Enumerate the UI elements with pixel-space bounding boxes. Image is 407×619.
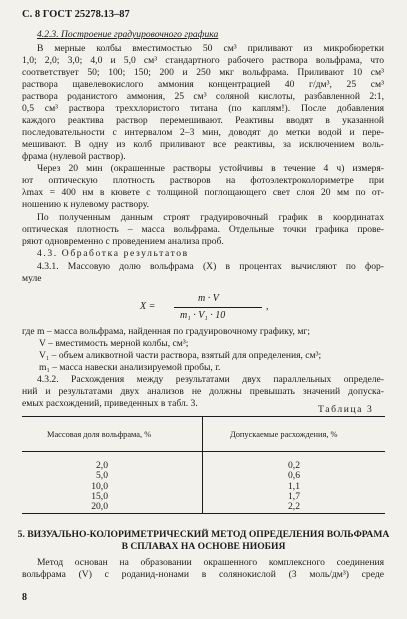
section-4-3-title: 4.3. Обработка результатов	[37, 248, 189, 259]
text-line: каждого реактива раствор перемешивают. Реактивы вводят в указанной	[22, 115, 384, 126]
text-line: λmax = 400 нм в кювете с толщиной поглощающего свет слоя 20 мм по от-	[22, 187, 384, 198]
table-cell-tolerance: 0,2	[288, 460, 300, 471]
text-line: Метод основан на образовании окрашенного комплексного соединения	[37, 557, 384, 568]
text-line: ношению к нулевому раствору.	[22, 199, 150, 210]
table-cell-tolerance: 1,7	[288, 491, 300, 502]
text-line: раствора роданистого аммония, 25 см³ соляной кислоты, разбавленной 2:1,	[22, 91, 384, 102]
table-cell-mass: 2,0	[96, 460, 108, 471]
table-cell-mass: 5,0	[96, 470, 108, 481]
table-cell-mass: 20,0	[91, 501, 108, 512]
text-line: V – вместимость мерной колбы, см³;	[39, 338, 189, 349]
text-line: последовательности с интервалом 2–3 мин, доводят до метки водой и пере-	[22, 127, 384, 138]
table-cell-tolerance: 2,2	[288, 501, 300, 512]
table-header-rule	[22, 451, 385, 452]
text-line: соответствует 50; 100; 150; 200 и 250 мкг вольфрама. Приливают 10 см³	[22, 67, 384, 78]
text-line: В мерные колбы вместимостью 50 см³ приливают из микробюретки	[37, 43, 384, 54]
table-bottom-rule	[22, 513, 385, 514]
text-line: ют оптическую плотность растворов на фотоэлектроколориметре при	[22, 175, 384, 186]
formula-denominator: m₁ · V₁ · 10	[180, 310, 226, 321]
text-line: фрама (нулевой раствор).	[22, 151, 126, 162]
section-4-2-3-title: 4.2.3. Построение градуировочного графика	[37, 29, 219, 40]
fraction-bar	[174, 307, 262, 308]
text-line: где m – масса вольфрама, найденная по градуировочному графику, мг;	[22, 326, 310, 337]
formula-comma: ,	[266, 301, 269, 312]
table-cell-tolerance: 1,1	[288, 481, 300, 492]
table-column-rule	[202, 416, 203, 513]
section-5-subtitle: В СПЛАВАХ НА ОСНОВЕ НИОБИЯ	[121, 541, 286, 552]
table-caption: Таблица 3	[318, 404, 374, 415]
text-line: раствора щавелевокислого аммония концентрацией 40 г/дм³, 25 см³	[22, 79, 384, 90]
formula-numerator: m · V	[198, 293, 219, 304]
text-line: ний и результатами двух анализов не должны превышать значений допуска-	[22, 386, 384, 397]
table-header-tolerance: Допускаемые расхождения, %	[230, 430, 338, 439]
text-line: V₁ – объем аликвотной части раствора, взятый для определения, см³;	[39, 350, 322, 361]
table-header-mass: Массовая доля вольфрама, %	[47, 430, 152, 439]
table-top-rule	[22, 416, 385, 417]
page-number: 8	[22, 592, 27, 603]
text-line: муле	[22, 273, 42, 284]
text-line: оптическая плотность – масса вольфрама. Отдельные точки графика прове-	[22, 224, 384, 235]
formula-lhs: X =	[140, 301, 156, 312]
text-line: m₁ – масса навески анализируемой пробы, г.	[39, 362, 221, 373]
text-line: Через 20 мин (окрашенные растворы устойчивы в течение 4 ч) измеря-	[37, 163, 384, 174]
text-line: вольфрама (V) с роданид-нонами в солянокислой (3 моль/дм³) среде	[22, 569, 384, 580]
table-cell-tolerance: 0,6	[288, 470, 300, 481]
table-cell-mass: 15,0	[91, 491, 108, 502]
text-line: мешивают. В одну из колб приливают все реактивы, за исключением воль-	[22, 139, 384, 150]
text-line: 1,0; 2,0; 3,0; 4,0 и 5,0 см³ стандартного рабочего раствора вольфрама, что	[22, 55, 384, 66]
text-line: ряют одновременно с проведением анализа проб.	[22, 236, 224, 247]
text-line: 4.3.1. Массовую долю вольфрама (X) в процентах вычисляют по фор-	[37, 261, 384, 272]
text-line: По полученным данным строят градуировочный график в координатах	[37, 212, 384, 223]
section-5-title: 5. ВИЗУАЛЬНО-КОЛОРИМЕТРИЧЕСКИЙ МЕТОД ОПРЕДЕЛЕНИЯ ВОЛЬФРАМА	[17, 529, 390, 540]
text-line: 4.3.2. Расхождения между результатами двух параллельных определе-	[37, 374, 384, 385]
text-line: 0,5 см³ раствора треххлористого титана (по каплям!). После добавления	[22, 103, 384, 114]
table-cell-mass: 10,0	[91, 481, 108, 492]
text-line: емых расхождений, приведенных в табл. 3.	[22, 398, 198, 409]
page-header: С. 8 ГОСТ 25278.13–87	[22, 9, 130, 20]
